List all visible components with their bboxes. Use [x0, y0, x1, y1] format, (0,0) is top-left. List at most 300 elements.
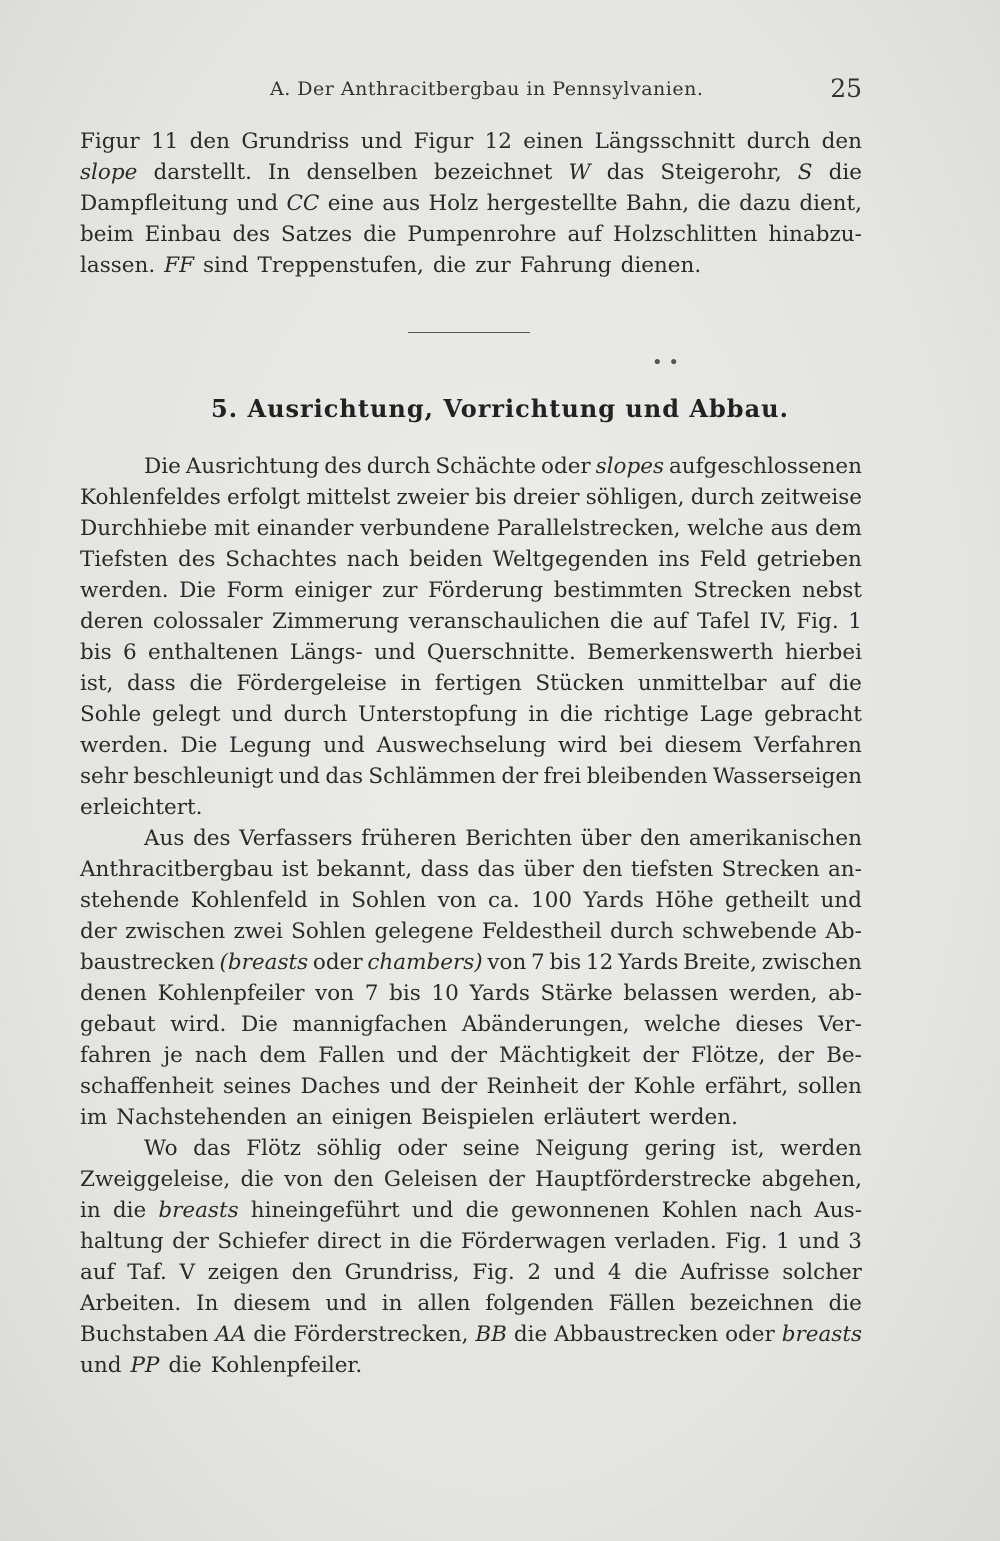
text-line [80, 250, 862, 281]
word: Fällen [608, 1291, 676, 1316]
word: Anthracitbergbau [80, 857, 274, 882]
text-line [80, 513, 862, 544]
word: gewonnenen [510, 1198, 650, 1223]
word: die [697, 191, 731, 216]
page-number: 25 [830, 74, 862, 103]
word: aus [770, 516, 809, 541]
word: Grundriss [241, 129, 350, 154]
word: darstellt. [153, 160, 252, 185]
word: PP [130, 1353, 160, 1378]
word: Wo [144, 1136, 178, 1161]
word: und [323, 733, 365, 758]
word: oder [312, 950, 363, 975]
word: direct [317, 1229, 382, 1254]
word: Schächte [435, 454, 537, 479]
word: Arbeiten. [80, 1291, 182, 1316]
word: Kohlenpfeiler [157, 981, 305, 1006]
word: der [80, 919, 117, 944]
word: Wasserseigen [712, 764, 862, 789]
word: Flötze, [691, 1043, 766, 1068]
text-line [80, 1071, 862, 1102]
word: Schiefer [217, 1229, 309, 1254]
word: und [389, 1074, 432, 1099]
word: ist, [80, 671, 114, 696]
word: Sohlen [291, 919, 367, 944]
word: und [411, 1198, 454, 1223]
word: die [828, 160, 862, 185]
word: dieses [735, 1012, 804, 1037]
word: durch [690, 485, 755, 510]
word: Ab- [825, 919, 862, 944]
word: beim [80, 222, 134, 247]
word: Längs- [289, 640, 363, 665]
word: durch [746, 129, 811, 154]
word: die [253, 1322, 287, 1347]
word: mit [213, 516, 250, 541]
text-line [80, 1164, 862, 1195]
word: Holz [428, 191, 479, 216]
word: den [582, 857, 623, 882]
word: erleichtert. [80, 795, 203, 820]
word: richtige [603, 702, 689, 727]
word: und [278, 764, 321, 789]
text-line [80, 978, 862, 1009]
word: AA [215, 1322, 247, 1347]
word: und [325, 1291, 367, 1316]
word: der [777, 1043, 815, 1068]
word: Zweiggeleise, [80, 1167, 231, 1192]
word: in [528, 702, 549, 727]
text-line [80, 761, 862, 792]
text-line [80, 668, 862, 699]
word: sehr [80, 764, 128, 789]
word: Geleisen [383, 1167, 478, 1192]
word: dass [127, 671, 176, 696]
word: gering [644, 1136, 716, 1161]
word: durch [610, 919, 674, 944]
word: die [112, 1198, 147, 1223]
word: das [193, 1136, 231, 1161]
word: auf [80, 1260, 115, 1285]
text-line [80, 1226, 862, 1257]
word: Strecken [693, 578, 792, 603]
word: Ver- [818, 1012, 862, 1037]
word: zweier [396, 485, 469, 510]
word: deren [80, 609, 144, 634]
word: der [642, 1043, 680, 1068]
word: der [172, 1229, 209, 1254]
word: welche [687, 516, 764, 541]
word: gelegene [374, 919, 474, 944]
word: dienen. [620, 253, 702, 278]
word: In [268, 160, 291, 185]
text-line [80, 482, 862, 513]
word: einigen [331, 1105, 413, 1130]
word: bis [80, 640, 112, 665]
word: in [319, 888, 340, 913]
word: Lage [699, 702, 754, 727]
word: Fig. [472, 1260, 515, 1285]
word: welche [644, 1012, 721, 1037]
word: 100 [531, 888, 573, 913]
text-line [80, 1288, 862, 1319]
word: 4 [607, 1260, 622, 1285]
word: Aus [144, 826, 185, 851]
word: an [295, 1105, 323, 1130]
word: V [179, 1260, 196, 1285]
word: 2 [527, 1260, 542, 1285]
word: einen [523, 129, 584, 154]
word: Aus- [814, 1198, 862, 1223]
text-line [80, 916, 862, 947]
word: der [501, 764, 539, 789]
word: der [440, 1074, 478, 1099]
word: bei [619, 733, 653, 758]
word: Fallen [318, 1043, 385, 1068]
word: slope [80, 160, 138, 185]
text-line [80, 1195, 862, 1226]
word: wird. [170, 1012, 227, 1037]
word: und [80, 1353, 122, 1378]
word: Ausrichtung [185, 454, 320, 479]
word: folgenden [485, 1291, 594, 1316]
word: unmittelbar [637, 671, 767, 696]
word: bis [474, 485, 507, 510]
word: beiden [409, 547, 483, 572]
word: die [168, 1353, 202, 1378]
word: Zimmerung [272, 609, 400, 634]
word: Bemerkenswerth [587, 640, 774, 665]
word: die [465, 1198, 499, 1223]
word: Die [180, 733, 218, 758]
word: in [381, 1291, 403, 1316]
word: 7 [531, 950, 545, 975]
word: das [477, 857, 516, 882]
word: Satzes [280, 222, 353, 247]
word: zwischen [761, 950, 862, 975]
word: erfolgt [227, 485, 301, 510]
word: des [324, 454, 362, 479]
paragraph-abbau [80, 823, 862, 1133]
word: aufgeschlossenen [668, 454, 862, 479]
word: verladen. [614, 1229, 717, 1254]
word: Förderung [428, 578, 544, 603]
word: chambers) [367, 950, 483, 975]
word: ins [658, 547, 690, 572]
word: Treppenstufen, [257, 253, 424, 278]
word: nach [194, 1043, 248, 1068]
word: Verfahren [753, 733, 862, 758]
word: Fig. [725, 1229, 768, 1254]
text-line [80, 157, 862, 188]
word: Kohlenfeld [190, 888, 308, 913]
word: die [432, 253, 467, 278]
word: söhlig [316, 1136, 382, 1161]
word: 1 [776, 1229, 790, 1254]
running-head: A. Der Anthracitbergbau in Pennsylvanien. [270, 78, 704, 100]
text-line [80, 451, 862, 482]
word: oder [397, 1136, 448, 1161]
word: fahren [80, 1043, 152, 1068]
word: Dampfleitung [80, 191, 229, 216]
word: (breasts [219, 950, 309, 975]
word: 12 [585, 950, 614, 975]
word: über [523, 857, 574, 882]
word: FF [164, 253, 195, 278]
word: breasts [158, 1198, 239, 1223]
word: getrieben [756, 547, 862, 572]
text-line [80, 823, 862, 854]
word: mittelst [306, 485, 391, 510]
word: Stücken [535, 671, 625, 696]
word: die [240, 1167, 274, 1192]
word: ist [281, 857, 309, 882]
word: die [609, 609, 644, 634]
word: bekannt, [316, 857, 413, 882]
word: bis [389, 981, 421, 1006]
word: dass [420, 857, 470, 882]
word: frei [543, 764, 582, 789]
word: 3 [848, 1229, 862, 1254]
word: und [820, 888, 862, 913]
word: fertigen [434, 671, 522, 696]
word: den [333, 1167, 374, 1192]
word: hinabzu- [768, 222, 862, 247]
word: slopes [595, 454, 665, 479]
word: der [488, 1167, 525, 1192]
word: den [189, 129, 231, 154]
word: in [80, 1198, 101, 1223]
word: sollen [797, 1074, 862, 1099]
word: ab- [828, 981, 862, 1006]
word: wird [558, 733, 608, 758]
word: 10 [431, 981, 459, 1006]
word: enthaltenen [147, 640, 279, 665]
word: baustrecken [80, 950, 215, 975]
text-line [80, 792, 862, 823]
word: über [580, 826, 632, 851]
text-line [80, 606, 862, 637]
word: aus [382, 191, 420, 216]
text-line [80, 885, 862, 916]
word: Beispielen [421, 1105, 535, 1130]
word: die [828, 1291, 862, 1316]
word: Einbau [144, 222, 222, 247]
paragraph-zweiggeleise [80, 1133, 862, 1381]
word: S [797, 160, 813, 185]
word: stehende [80, 888, 180, 913]
word: Aufrisse [680, 1260, 770, 1285]
word: in [389, 1229, 411, 1254]
word: Querschnitte. [426, 640, 576, 665]
word: schwebende [682, 919, 818, 944]
page-header [80, 74, 862, 106]
word: Unterstopfung [358, 702, 518, 727]
word: solcher [782, 1260, 862, 1285]
text-line [80, 544, 862, 575]
word: Schlämmen [368, 764, 496, 789]
word: Die [179, 578, 216, 603]
text-line [80, 1350, 862, 1381]
word: Verfassers [239, 826, 353, 851]
word: Reinheit [486, 1074, 579, 1099]
word: oder [541, 454, 591, 479]
word: W [568, 160, 591, 185]
word: den [291, 1260, 332, 1285]
word: Breite, [683, 950, 758, 975]
text-line [80, 637, 862, 668]
text-line [80, 1319, 862, 1350]
word: Abänderungen, [461, 1012, 630, 1037]
word: Die [144, 454, 181, 479]
word: und [798, 1229, 840, 1254]
word: des [193, 826, 231, 851]
word: seines [223, 1074, 292, 1099]
word: hineingeführt [250, 1198, 400, 1223]
intro-paragraph [80, 126, 862, 281]
word: Durchhiebe [80, 516, 208, 541]
word: hierbei [784, 640, 862, 665]
word: Flötz [246, 1136, 301, 1161]
word: Taf. [127, 1260, 167, 1285]
text-line [80, 947, 862, 978]
word: den [639, 826, 681, 851]
word: allen [417, 1291, 471, 1316]
word: Feldestheil [481, 919, 602, 944]
word: die [513, 1322, 548, 1347]
word: Grundriss, [344, 1260, 460, 1285]
word: Fördergeleise [236, 671, 387, 696]
word: der [450, 1043, 488, 1068]
word: des [232, 222, 270, 247]
word: Parallelstrecken, [496, 516, 681, 541]
word: dem [815, 516, 862, 541]
word: dazu [739, 191, 791, 216]
word: auf [567, 222, 603, 247]
text-line [80, 730, 862, 761]
word: Sohlen [351, 888, 427, 913]
word: die [419, 1229, 453, 1254]
word: Auswechselung [376, 733, 547, 758]
word: hergestellte [486, 191, 618, 216]
word: bezeichnet [433, 160, 553, 185]
text-line [80, 188, 862, 219]
word: die [828, 671, 862, 696]
text-line [80, 1133, 862, 1164]
text-line [80, 1009, 862, 1040]
word: BB [475, 1322, 507, 1347]
text-line [80, 1257, 862, 1288]
word: und [553, 1260, 596, 1285]
word: gelegt [151, 702, 221, 727]
word: CC [286, 191, 320, 216]
word: Figur [80, 129, 140, 154]
word: Tafel [696, 609, 751, 634]
word: zwei [233, 919, 283, 944]
word: Legung [229, 733, 312, 758]
word: an- [827, 857, 862, 882]
word: 1 [848, 609, 862, 634]
word: zeitweise [760, 485, 862, 510]
word: nebst [801, 578, 862, 603]
word: und [231, 702, 273, 727]
word: beschleunigt [133, 764, 274, 789]
word: werden, [728, 981, 818, 1006]
word: je [163, 1043, 183, 1068]
word: das [325, 764, 363, 789]
word: zur [382, 578, 418, 603]
word: Kohlenpfeiler. [210, 1353, 363, 1378]
word: Yards [469, 981, 530, 1006]
word: veranschaulichen [408, 609, 601, 634]
word: sind [203, 253, 249, 278]
word: denselben [306, 160, 418, 185]
word: und [360, 129, 403, 154]
word: getheilt [724, 888, 810, 913]
section-heading: 5. Ausrichtung, Vorrichtung und Abbau. [211, 394, 789, 423]
word: Neigung [535, 1136, 629, 1161]
word: Be- [826, 1043, 862, 1068]
word: Berichten [465, 826, 573, 851]
section-divider-rule [408, 332, 530, 333]
word: und [236, 191, 279, 216]
word: breasts [781, 1322, 862, 1347]
word: Steigerohr, [660, 160, 782, 185]
word: bleibenden [586, 764, 708, 789]
word: Form [226, 578, 284, 603]
word: Förderstrecken, [293, 1322, 469, 1347]
word: söhligen, [585, 485, 685, 510]
word: 11 [151, 129, 179, 154]
word: die [363, 222, 397, 247]
word: diesem [233, 1291, 311, 1316]
word: nach [749, 1198, 803, 1223]
word: Buchstaben [80, 1322, 209, 1347]
word: haltung [80, 1229, 164, 1254]
word: werden [780, 1136, 862, 1161]
word: einiger [294, 578, 372, 603]
word: Kohlen [661, 1198, 738, 1223]
word: durch [283, 702, 348, 727]
word: Feld [699, 547, 747, 572]
word: ist, [731, 1136, 765, 1161]
word: In [196, 1291, 219, 1316]
word: erläutert [543, 1105, 641, 1130]
word: bezeichnen [690, 1291, 814, 1316]
word: Abbaustrecken [554, 1322, 719, 1347]
word: Tiefsten [80, 547, 169, 572]
word: abgehen, [761, 1167, 862, 1192]
text-line [80, 1102, 862, 1133]
text-line [80, 219, 862, 250]
word: durch [366, 454, 431, 479]
word: zur [475, 253, 511, 278]
word: und [374, 640, 416, 665]
word: Figur [413, 129, 474, 154]
word: die [634, 1260, 668, 1285]
word: das [606, 160, 645, 185]
word: zeigen [207, 1260, 279, 1285]
word: Kohle [633, 1074, 696, 1099]
word: Nachstehenden [116, 1105, 287, 1130]
word: bis [549, 950, 582, 975]
word: werden. [80, 733, 169, 758]
ornament-dots: • • [652, 352, 679, 373]
word: mannigfachen [292, 1012, 448, 1037]
word: in [400, 671, 422, 696]
word: Daches [300, 1074, 381, 1099]
word: oder [725, 1322, 775, 1347]
